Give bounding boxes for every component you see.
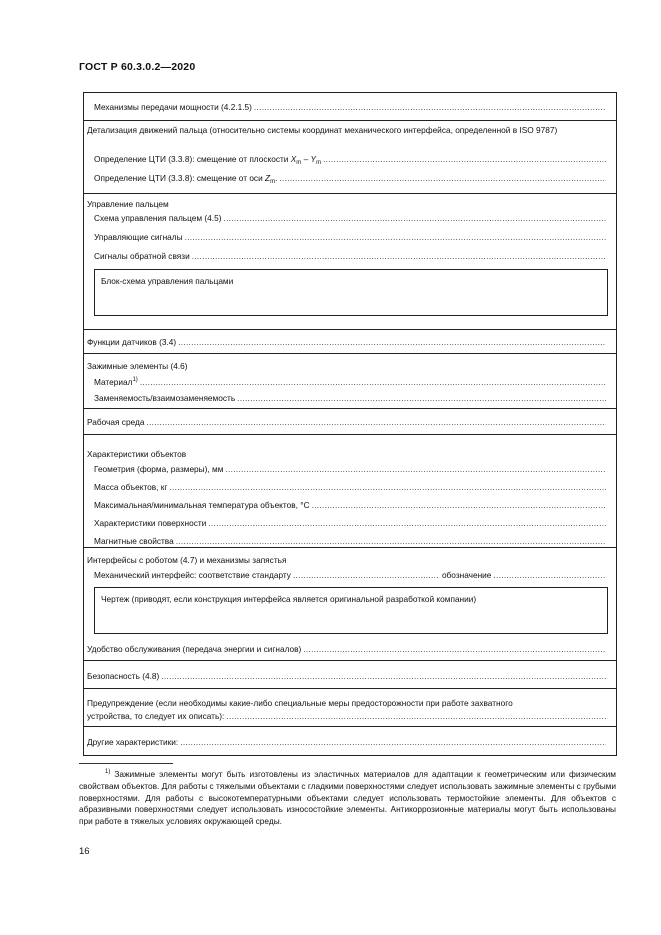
field-working-environment[interactable]: Рабочая среда ..... <box>87 417 606 427</box>
section-working-environment <box>84 409 616 435</box>
objects-title: Характеристики объектов <box>87 449 187 459</box>
page-number: 16 <box>79 846 90 857</box>
field-object-geometry[interactable]: Геометрия (форма, размеры), мм ..... <box>94 464 606 474</box>
interface-drawing-box[interactable] <box>94 587 608 634</box>
field-maintainability[interactable]: Удобство обслуживания (передача энергии и сигналов) ..... <box>87 644 606 654</box>
section-other-characteristics <box>84 727 616 755</box>
field-feedback-signals[interactable]: Сигналы обратной связи ..... <box>94 251 606 261</box>
section-object-characteristics <box>84 435 616 548</box>
footnote-text: Зажимные элементы могут быть изготовлены из эластичных материалов для адаптации к геометрическим или физическим свойствам объектов. Для работы с тяжелыми объектами с гладкими поверхностями следует использовать зажимные элементы с грубыми поверхностями. Для работы с высокотемпературными объектами следует использовать термостойкие элементы. Для объектов с абразивными поверхностями следует использовать износостойкие элементы. Антикоррозионные материалы могут быть использованы при работе в тяжелых условиях окружающей среды. <box>79 769 616 827</box>
field-safety[interactable]: Безопасность (4.8) ..... <box>87 671 606 681</box>
field-tcp-axis-offset[interactable]: Определение ЦТИ (3.3.8): смещение от оси $Z_m$. ..... <box>94 173 606 187</box>
control-diagram-box[interactable] <box>94 269 608 316</box>
field-clamp-interchangeability[interactable]: Заменяемость/взаимозаменяемость ..... <box>94 393 606 403</box>
specification-form <box>83 92 617 756</box>
control-title: Управление пальцем <box>87 199 169 209</box>
warnings-text-line1: Предупреждение (если необходимы какие-либо специальные меры предосторожности при работе захватного <box>87 698 513 708</box>
section-clamping-elements <box>84 354 616 409</box>
section-safety <box>84 661 616 689</box>
field-control-scheme[interactable]: Схема управления пальцем (4.5) ..... <box>94 213 606 223</box>
field-mechanical-interface[interactable]: Механический интерфейс: соответствие стандарту ..... обозначение ..... <box>94 570 606 580</box>
document-header: ГОСТ Р 60.3.0.2—2020 <box>79 61 196 73</box>
footnote-separator <box>79 763 173 764</box>
field-clamp-material[interactable]: Материал$^{1)}$ ..... <box>94 375 606 387</box>
field-object-temperature[interactable]: Максимальная/минимальная температура объектов, °С ..... <box>94 500 606 510</box>
field-power-transmission[interactable]: Механизмы передачи мощности (4.2.1.5) ..... <box>94 102 606 112</box>
section-finger-motion-detail <box>84 121 616 194</box>
footnote <box>79 767 616 828</box>
clamp-title: Зажимные элементы (4.6) <box>87 361 188 371</box>
interface-drawing-label: Чертеж (приводят, если конструкция интерфейса является оригинальной разработкой компании) <box>101 594 477 604</box>
section-sensors <box>84 330 616 354</box>
field-warnings[interactable]: устройства, то следует их описать): ..... <box>87 711 606 721</box>
control-diagram-label: Блок-схема управления пальцами <box>101 276 234 286</box>
section-warnings <box>84 689 616 727</box>
field-sensor-functions[interactable]: Функции датчиков (3.4) ..... <box>87 337 606 347</box>
interfaces-title: Интерфейсы с роботом (4.7) и механизмы запястья <box>87 555 287 565</box>
field-magnetic-properties[interactable]: Магнитные свойства ..... <box>94 536 606 546</box>
footnote-mark: 1) <box>105 769 111 775</box>
section-finger-control <box>84 194 616 330</box>
section-power-transmission <box>84 93 616 121</box>
field-object-mass[interactable]: Масса объектов, кг ..... <box>94 482 606 492</box>
field-control-signals[interactable]: Управляющие сигналы ..... <box>94 232 606 242</box>
detail-description: Детализация движений пальца (относительно системы координат механического интерфейса, определенной в ISO 9787) <box>87 125 558 135</box>
field-surface-characteristics[interactable]: Характеристики поверхности ..... <box>94 518 606 528</box>
field-other-characteristics[interactable]: Другие характеристики: ..... <box>87 737 606 747</box>
section-robot-interfaces <box>84 548 616 661</box>
field-tcp-plane-offset[interactable]: Определение ЦТИ (3.3.8): смещение от плоскости $X_m - Y_m$ ..... <box>94 154 606 168</box>
